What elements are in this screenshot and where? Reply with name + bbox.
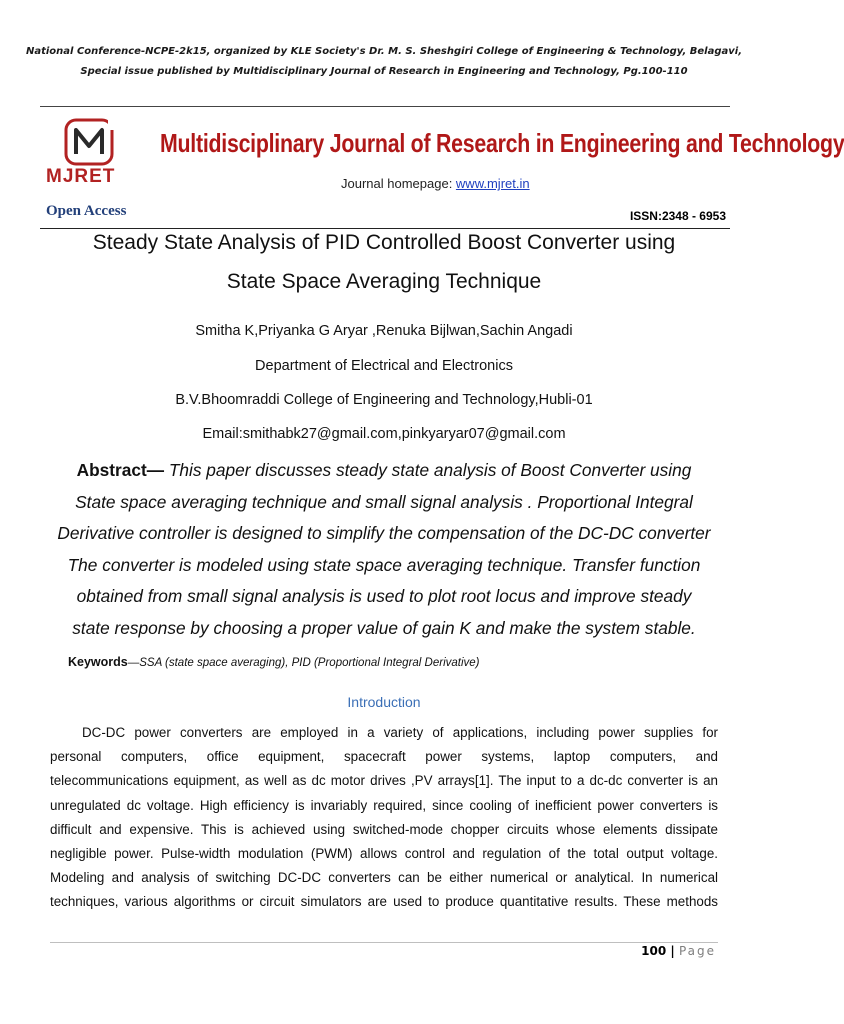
abstract-line-6: state response by choosing a proper value of gain K and make the system stable. (72, 617, 696, 638)
authors: Smitha K,Priyanka G Aryar ,Renuka Bijlwan,Sachin Angadi (195, 323, 573, 339)
page-label: Page (678, 944, 716, 958)
homepage-label: Journal homepage: (341, 176, 456, 191)
journal-homepage (341, 176, 530, 191)
body-line: telecommunications equipment, as well as dc motor drives ,PV arrays[1]. The input to a dc-dc converter is an (50, 773, 718, 789)
conference-header-line-1: National Conference-NCPE-2k15, organized by KLE Society's Dr. M. S. Sheshgiri College of Engineering & Technology, Belagavi, (25, 46, 742, 57)
body-line: personal computers, office equipment, spacecraft power systems, laptop computers, and (50, 749, 718, 765)
logo-text: MJRET (46, 166, 116, 187)
header-rule (40, 106, 730, 107)
page-separator: | (666, 944, 679, 958)
body-line: unregulated dc voltage. High efficiency is invariably required, since cooling of inefficient power converters is (50, 797, 718, 813)
introduction-heading: Introduction (347, 694, 421, 710)
keywords-value: —SSA (state space averaging), PID (Proportional Integral Derivative) (127, 657, 480, 669)
abstract-line-2: State space averaging technique and small signal analysis . Proportional Integral (75, 491, 693, 512)
page-number (641, 944, 716, 958)
abstract (50, 455, 718, 644)
body-line: Modeling and analysis of switching DC-DC converters can be either numerical or analytical. In numerical (50, 870, 718, 886)
keywords (68, 655, 480, 669)
issn: ISSN:2348 - 6953 (629, 209, 726, 223)
abstract-line-1: Abstract— This paper discusses steady state analysis of Boost Converter using (76, 460, 692, 480)
body-line: difficult and expensive. This is achieved using switched-mode chopper circuits whose elements dissipate (50, 821, 718, 837)
introduction-body (50, 721, 718, 915)
masthead-rule (40, 228, 730, 229)
conference-header-line-2: Special issue published by Multidisciplinary Journal of Research in Engineering and Technology, Pg.100-110 (80, 66, 688, 77)
keywords-label: Keywords (68, 655, 128, 669)
footer-rule (50, 942, 718, 943)
body-line: negligible power. Pulse-width modulation (PWM) allows control and regulation of the total output voltage. (50, 845, 718, 861)
paper-title-line-2: State Space Averaging Technique (226, 270, 542, 293)
abstract-line-4: The converter is modeled using state space averaging technique. Transfer function (67, 554, 701, 575)
abstract-line-3: Derivative controller is designed to simplify the compensation of the DC-DC converter (57, 523, 711, 543)
open-access-label: Open Access (46, 203, 127, 219)
paper-title-line-1: Steady State Analysis of PID Controlled Boost Converter using (92, 231, 676, 254)
abstract-label: Abstract— (76, 460, 165, 480)
email: Email:smithabk27@gmail.com,pinkyaryar07@gmail.com (202, 426, 566, 442)
page-number-value: 100 (641, 944, 667, 958)
abstract-line-5: obtained from small signal analysis is used to plot root locus and improve steady (76, 586, 692, 606)
body-line: techniques, various algorithms or circuit simulators are used to produce quantitative results. These methods (50, 894, 718, 910)
journal-name: Multidisciplinary Journal of Research in Engineering and Technology (160, 128, 844, 158)
homepage-link[interactable]: www.mjret.in (455, 176, 530, 191)
body-line: DC-DC power converters are employed in a variety of applications, including power supplies for (82, 725, 718, 740)
department: Department of Electrical and Electronics (255, 358, 513, 374)
institution: B.V.Bhoomraddi College of Engineering and Technology,Hubli-01 (175, 392, 593, 408)
